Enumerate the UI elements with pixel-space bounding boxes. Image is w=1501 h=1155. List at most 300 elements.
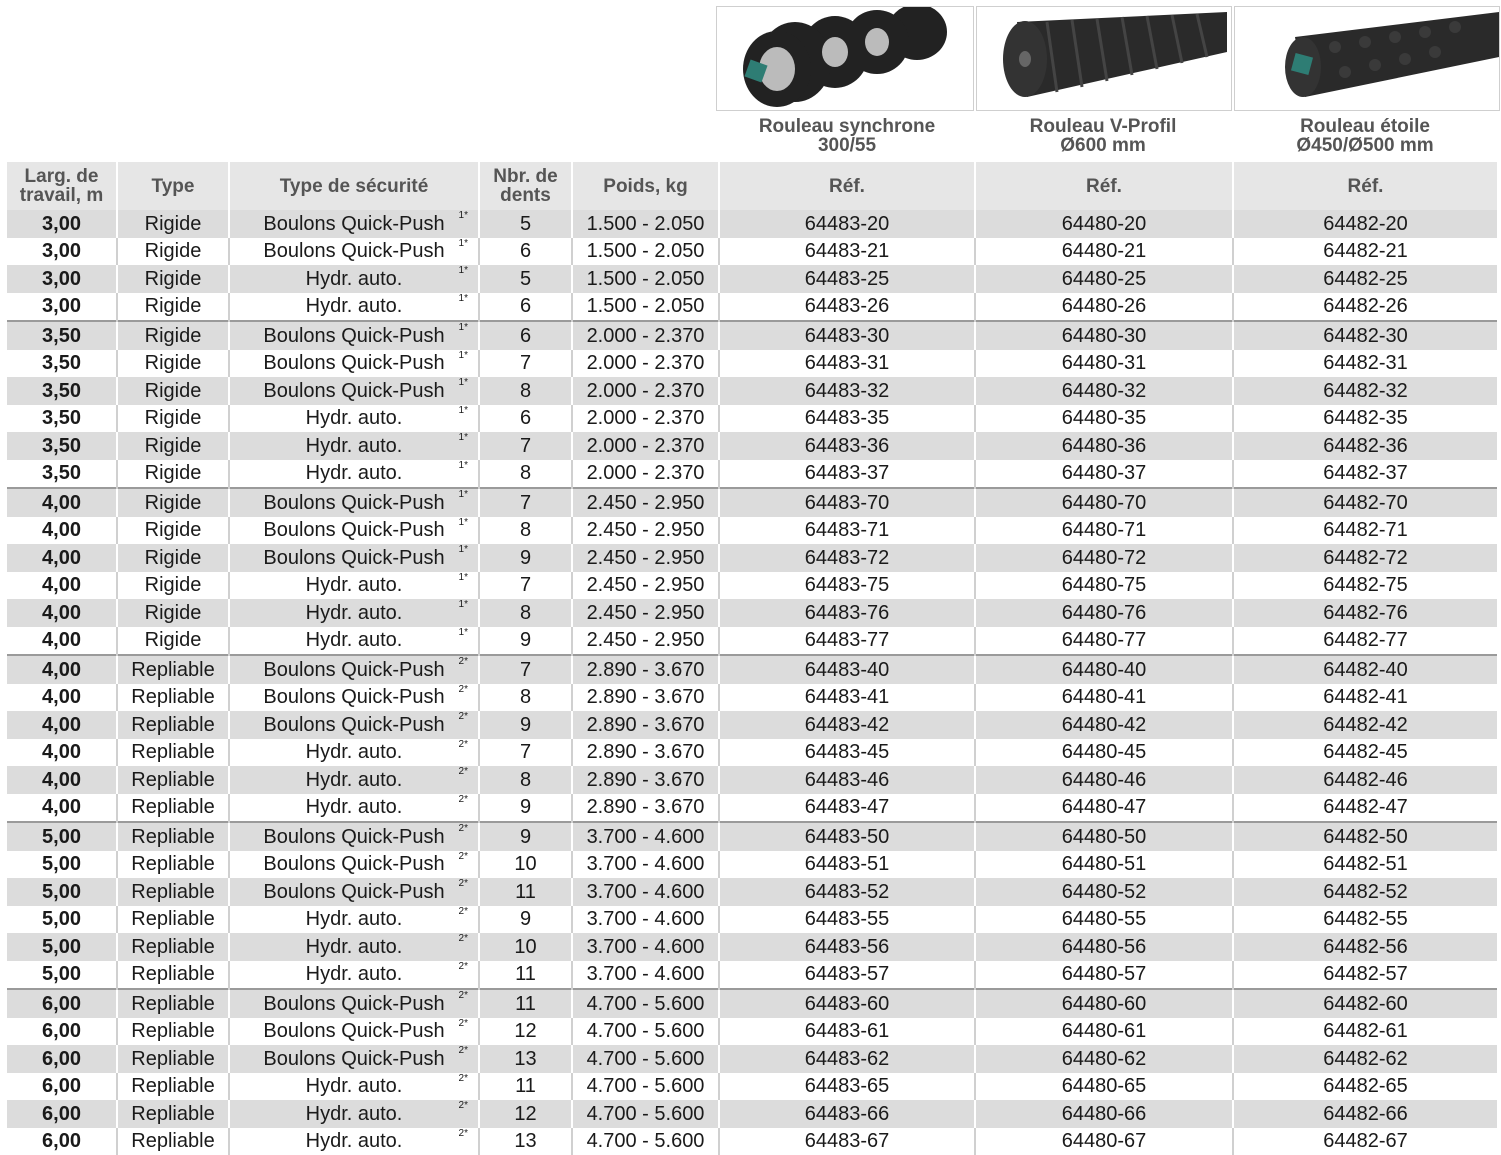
table-row [7,350,1497,378]
cell-weight: 2.890 - 3.670 [572,684,719,712]
footnote-marker: 2* [459,1045,468,1057]
cell-width: 4,00 [7,655,117,684]
cell-width: 6,00 [7,1018,117,1046]
table-body [7,210,1497,1155]
cell-ref-synchronous: 64483-37 [719,460,975,489]
cell-ref-v-profile: 64480-60 [975,989,1233,1018]
table-row [7,822,1497,851]
cell-ref-v-profile: 64480-40 [975,655,1233,684]
security-label: Hydr. auto. [306,1103,403,1125]
cell-width: 3,50 [7,432,117,460]
cell-type: Rigide [117,265,229,293]
table-row [7,851,1497,879]
roller-images [716,6,1501,111]
cell-teeth: 6 [479,293,572,322]
cell-teeth: 11 [479,1073,572,1101]
table-row [7,405,1497,433]
cell-weight: 2.450 - 2.950 [572,517,719,545]
cell-type: Repliable [117,933,229,961]
table-row [7,739,1497,767]
cell-teeth: 11 [479,878,572,906]
cell-teeth: 9 [479,906,572,934]
security-label: Hydr. auto. [306,462,403,484]
cell-ref-star: 64482-45 [1233,739,1497,767]
security-label: Boulons Quick-Push [263,659,444,681]
cell-type: Rigide [117,517,229,545]
footnote-marker: 1* [459,210,468,222]
cell-ref-v-profile: 64480-70 [975,488,1233,517]
cell-weight: 2.450 - 2.950 [572,627,719,656]
cell-ref-star: 64482-21 [1233,238,1497,266]
cell-security [229,210,479,238]
footnote-marker: 1* [459,322,468,334]
cell-ref-synchronous: 64483-25 [719,265,975,293]
header-ref-v-profile: Réf. [975,162,1233,210]
cell-ref-star: 64482-51 [1233,851,1497,879]
cell-ref-v-profile: 64480-55 [975,906,1233,934]
header-ref-star: Réf. [1233,162,1497,210]
security-label: Hydr. auto. [306,629,403,651]
cell-ref-star: 64482-72 [1233,544,1497,572]
roller-title-line: 300/55 [716,136,978,155]
header-text: dents [480,186,571,205]
cell-weight: 4.700 - 5.600 [572,1073,719,1101]
cell-type: Repliable [117,1128,229,1155]
cell-type: Repliable [117,989,229,1018]
cell-teeth: 7 [479,655,572,684]
cell-ref-v-profile: 64480-66 [975,1100,1233,1128]
cell-ref-star: 64482-65 [1233,1073,1497,1101]
security-label: Hydr. auto. [306,1075,403,1097]
cell-weight: 3.700 - 4.600 [572,878,719,906]
cell-ref-synchronous: 64483-46 [719,766,975,794]
cell-security [229,377,479,405]
cell-ref-star: 64482-55 [1233,906,1497,934]
security-label: Hydr. auto. [306,602,403,624]
cell-weight: 1.500 - 2.050 [572,293,719,322]
cell-security [229,878,479,906]
cell-teeth: 12 [479,1018,572,1046]
footnote-marker: 1* [459,489,468,501]
footnote-marker: 1* [459,293,468,305]
cell-ref-star: 64482-30 [1233,321,1497,350]
table-row [7,265,1497,293]
footnote-marker: 2* [459,684,468,696]
cell-weight: 4.700 - 5.600 [572,1018,719,1046]
security-label: Boulons Quick-Push [263,352,444,374]
cell-teeth: 10 [479,933,572,961]
cell-ref-synchronous: 64483-51 [719,851,975,879]
cell-security [229,961,479,990]
security-label: Hydr. auto. [306,574,403,596]
cell-security [229,238,479,266]
cell-teeth: 9 [479,822,572,851]
cell-ref-v-profile: 64480-31 [975,350,1233,378]
cell-teeth: 8 [479,517,572,545]
footnote-marker: 2* [459,990,468,1002]
footnote-marker: 1* [459,599,468,611]
security-label: Boulons Quick-Push [263,1020,444,1042]
cell-ref-synchronous: 64483-57 [719,961,975,990]
cell-teeth: 7 [479,432,572,460]
cell-ref-v-profile: 64480-57 [975,961,1233,990]
cell-ref-synchronous: 64483-40 [719,655,975,684]
footnote-marker: 1* [459,238,468,250]
footnote-marker: 1* [459,572,468,584]
table-row [7,933,1497,961]
star-roller-image [1234,6,1500,111]
cell-security [229,627,479,656]
cell-width: 3,50 [7,377,117,405]
table-row [7,321,1497,350]
table-row [7,238,1497,266]
cell-type: Rigide [117,460,229,489]
cell-ref-synchronous: 64483-60 [719,989,975,1018]
cell-security [229,711,479,739]
footnote-marker: 1* [459,460,468,472]
cell-ref-synchronous: 64483-31 [719,350,975,378]
cell-type: Rigide [117,350,229,378]
cell-ref-star: 64482-31 [1233,350,1497,378]
cell-security [229,739,479,767]
cell-security [229,460,479,489]
table-row [7,517,1497,545]
cell-width: 6,00 [7,989,117,1018]
cell-teeth: 9 [479,794,572,823]
cell-ref-synchronous: 64483-72 [719,544,975,572]
cell-ref-synchronous: 64483-77 [719,627,975,656]
cell-width: 5,00 [7,851,117,879]
footnote-marker: 2* [459,766,468,778]
cell-weight: 1.500 - 2.050 [572,238,719,266]
cell-ref-v-profile: 64480-47 [975,794,1233,823]
cell-teeth: 13 [479,1128,572,1155]
cell-weight: 2.890 - 3.670 [572,794,719,823]
table-row [7,766,1497,794]
reference-table [7,162,1497,1155]
cell-teeth: 8 [479,599,572,627]
cell-teeth: 5 [479,265,572,293]
cell-ref-star: 64482-76 [1233,599,1497,627]
security-label: Hydr. auto. [306,796,403,818]
cell-width: 5,00 [7,933,117,961]
table-row [7,684,1497,712]
table-row [7,599,1497,627]
cell-weight: 2.450 - 2.950 [572,488,719,517]
cell-ref-v-profile: 64480-52 [975,878,1233,906]
cell-ref-v-profile: 64480-75 [975,572,1233,600]
cell-ref-star: 64482-67 [1233,1128,1497,1155]
security-label: Boulons Quick-Push [263,240,444,262]
table-header-row [7,162,1497,210]
cell-weight: 3.700 - 4.600 [572,961,719,990]
cell-ref-synchronous: 64483-70 [719,488,975,517]
cell-ref-synchronous: 64483-66 [719,1100,975,1128]
cell-security [229,488,479,517]
cell-ref-star: 64482-70 [1233,488,1497,517]
security-label: Boulons Quick-Push [263,492,444,514]
security-label: Hydr. auto. [306,769,403,791]
cell-type: Repliable [117,961,229,990]
table-row [7,906,1497,934]
cell-weight: 1.500 - 2.050 [572,265,719,293]
cell-width: 4,00 [7,599,117,627]
security-label: Boulons Quick-Push [263,993,444,1015]
security-label: Boulons Quick-Push [263,1048,444,1070]
table-row [7,1128,1497,1155]
cell-ref-star: 64482-41 [1233,684,1497,712]
cell-type: Repliable [117,655,229,684]
cell-ref-star: 64482-56 [1233,933,1497,961]
cell-teeth: 7 [479,572,572,600]
cell-ref-v-profile: 64480-62 [975,1045,1233,1073]
cell-weight: 2.000 - 2.370 [572,432,719,460]
footnote-marker: 2* [459,1073,468,1085]
cell-teeth: 13 [479,1045,572,1073]
roller-title-line: Ø450/Ø500 mm [1233,136,1497,155]
cell-type: Repliable [117,1045,229,1073]
cell-security [229,321,479,350]
cell-type: Repliable [117,1018,229,1046]
cell-weight: 3.700 - 4.600 [572,933,719,961]
cell-teeth: 6 [479,321,572,350]
footnote-marker: 2* [459,906,468,918]
cell-width: 5,00 [7,906,117,934]
cell-ref-star: 64482-61 [1233,1018,1497,1046]
security-label: Hydr. auto. [306,936,403,958]
cell-width: 4,00 [7,739,117,767]
cell-width: 5,00 [7,878,117,906]
cell-ref-v-profile: 64480-20 [975,210,1233,238]
table-row [7,1073,1497,1101]
cell-ref-star: 64482-35 [1233,405,1497,433]
cell-type: Rigide [117,599,229,627]
header-text: Nbr. de [480,167,571,186]
cell-security [229,572,479,600]
cell-ref-v-profile: 64480-67 [975,1128,1233,1155]
cell-teeth: 8 [479,684,572,712]
cell-type: Rigide [117,293,229,322]
cell-weight: 4.700 - 5.600 [572,1100,719,1128]
header-width [7,162,117,210]
cell-width: 3,00 [7,293,117,322]
cell-ref-star: 64482-46 [1233,766,1497,794]
cell-type: Rigide [117,488,229,517]
cell-ref-star: 64482-26 [1233,293,1497,322]
cell-ref-v-profile: 64480-76 [975,599,1233,627]
cell-type: Repliable [117,822,229,851]
security-label: Boulons Quick-Push [263,547,444,569]
cell-width: 6,00 [7,1073,117,1101]
cell-ref-v-profile: 64480-51 [975,851,1233,879]
cell-weight: 3.700 - 4.600 [572,822,719,851]
cell-security [229,655,479,684]
cell-width: 3,50 [7,321,117,350]
roller-title-line: Rouleau synchrone [716,117,978,136]
cell-width: 3,50 [7,350,117,378]
cell-weight: 2.890 - 3.670 [572,739,719,767]
cell-teeth: 6 [479,238,572,266]
cell-type: Rigide [117,405,229,433]
cell-ref-v-profile: 64480-46 [975,766,1233,794]
cell-ref-v-profile: 64480-30 [975,321,1233,350]
cell-width: 4,00 [7,572,117,600]
cell-type: Repliable [117,1073,229,1101]
roller-title-star [1233,117,1497,155]
cell-ref-synchronous: 64483-32 [719,377,975,405]
cell-width: 3,50 [7,405,117,433]
table-row [7,488,1497,517]
security-label: Boulons Quick-Push [263,881,444,903]
footnote-marker: 2* [459,739,468,751]
cell-weight: 4.700 - 5.600 [572,989,719,1018]
table-row [7,293,1497,322]
roller-title-line: Rouleau V-Profil [975,117,1231,136]
cell-teeth: 9 [479,711,572,739]
cell-ref-star: 64482-52 [1233,878,1497,906]
cell-width: 6,00 [7,1045,117,1073]
security-label: Boulons Quick-Push [263,714,444,736]
security-label: Boulons Quick-Push [263,853,444,875]
cell-type: Repliable [117,851,229,879]
footnote-marker: 2* [459,823,468,835]
cell-weight: 2.450 - 2.950 [572,544,719,572]
cell-width: 3,00 [7,238,117,266]
cell-weight: 2.000 - 2.370 [572,460,719,489]
cell-ref-v-profile: 64480-26 [975,293,1233,322]
cell-ref-v-profile: 64480-32 [975,377,1233,405]
cell-security [229,1100,479,1128]
cell-ref-v-profile: 64480-45 [975,739,1233,767]
cell-type: Rigide [117,377,229,405]
security-label: Hydr. auto. [306,295,403,317]
cell-width: 4,00 [7,684,117,712]
cell-security [229,432,479,460]
cell-ref-star: 64482-32 [1233,377,1497,405]
cell-security [229,544,479,572]
synchronous-roller-image [716,6,974,111]
cell-security [229,989,479,1018]
cell-ref-synchronous: 64483-65 [719,1073,975,1101]
cell-width: 4,00 [7,488,117,517]
footnote-marker: 1* [459,265,468,277]
roller-title-synchronous [716,117,978,155]
cell-ref-v-profile: 64480-36 [975,432,1233,460]
table-row [7,878,1497,906]
cell-teeth: 8 [479,377,572,405]
cell-ref-star: 64482-42 [1233,711,1497,739]
table-row [7,210,1497,238]
cell-security [229,599,479,627]
security-label: Boulons Quick-Push [263,325,444,347]
cell-width: 3,00 [7,210,117,238]
cell-ref-synchronous: 64483-21 [719,238,975,266]
cell-width: 3,00 [7,265,117,293]
cell-teeth: 11 [479,961,572,990]
cell-teeth: 7 [479,739,572,767]
cell-security [229,684,479,712]
footnote-marker: 2* [459,961,468,973]
cell-security [229,906,479,934]
cell-ref-star: 64482-50 [1233,822,1497,851]
cell-ref-synchronous: 64483-35 [719,405,975,433]
cell-ref-v-profile: 64480-71 [975,517,1233,545]
cell-security [229,822,479,851]
cell-weight: 4.700 - 5.600 [572,1128,719,1155]
cell-ref-synchronous: 64483-41 [719,684,975,712]
security-label: Hydr. auto. [306,1130,403,1152]
cell-ref-v-profile: 64480-42 [975,711,1233,739]
header-security: Type de sécurité [229,162,479,210]
cell-ref-v-profile: 64480-50 [975,822,1233,851]
cell-teeth: 12 [479,1100,572,1128]
cell-weight: 2.890 - 3.670 [572,655,719,684]
cell-ref-star: 64482-25 [1233,265,1497,293]
footnote-marker: 1* [459,405,468,417]
cell-type: Rigide [117,432,229,460]
cell-type: Repliable [117,766,229,794]
cell-type: Repliable [117,1100,229,1128]
cell-teeth: 8 [479,766,572,794]
cell-type: Rigide [117,572,229,600]
cell-weight: 2.450 - 2.950 [572,599,719,627]
security-label: Hydr. auto. [306,963,403,985]
cell-ref-v-profile: 64480-37 [975,460,1233,489]
cell-width: 4,00 [7,794,117,823]
cell-ref-v-profile: 64480-61 [975,1018,1233,1046]
cell-type: Rigide [117,544,229,572]
cell-width: 6,00 [7,1128,117,1155]
header-teeth [479,162,572,210]
cell-ref-synchronous: 64483-76 [719,599,975,627]
cell-width: 5,00 [7,822,117,851]
security-label: Boulons Quick-Push [263,826,444,848]
cell-ref-synchronous: 64483-20 [719,210,975,238]
cell-teeth: 11 [479,989,572,1018]
header-text: travail, m [7,186,116,205]
cell-weight: 3.700 - 4.600 [572,906,719,934]
security-label: Hydr. auto. [306,268,403,290]
cell-security [229,1045,479,1073]
cell-weight: 2.890 - 3.670 [572,766,719,794]
cell-ref-star: 64482-36 [1233,432,1497,460]
cell-ref-star: 64482-57 [1233,961,1497,990]
table-row [7,627,1497,656]
cell-teeth: 9 [479,627,572,656]
cell-ref-synchronous: 64483-26 [719,293,975,322]
cell-type: Rigide [117,321,229,350]
cell-security [229,1018,479,1046]
cell-ref-star: 64482-60 [1233,989,1497,1018]
cell-weight: 3.700 - 4.600 [572,851,719,879]
cell-weight: 2.890 - 3.670 [572,711,719,739]
security-label: Hydr. auto. [306,908,403,930]
cell-ref-v-profile: 64480-41 [975,684,1233,712]
security-label: Hydr. auto. [306,741,403,763]
cell-weight: 4.700 - 5.600 [572,1045,719,1073]
table-row [7,711,1497,739]
cell-teeth: 6 [479,405,572,433]
table-row [7,655,1497,684]
cell-width: 4,00 [7,517,117,545]
cell-security [229,1128,479,1155]
footnote-marker: 1* [459,377,468,389]
cell-width: 5,00 [7,961,117,990]
cell-security [229,933,479,961]
table-row [7,794,1497,823]
roller-title-line: Ø600 mm [975,136,1231,155]
cell-security [229,794,479,823]
